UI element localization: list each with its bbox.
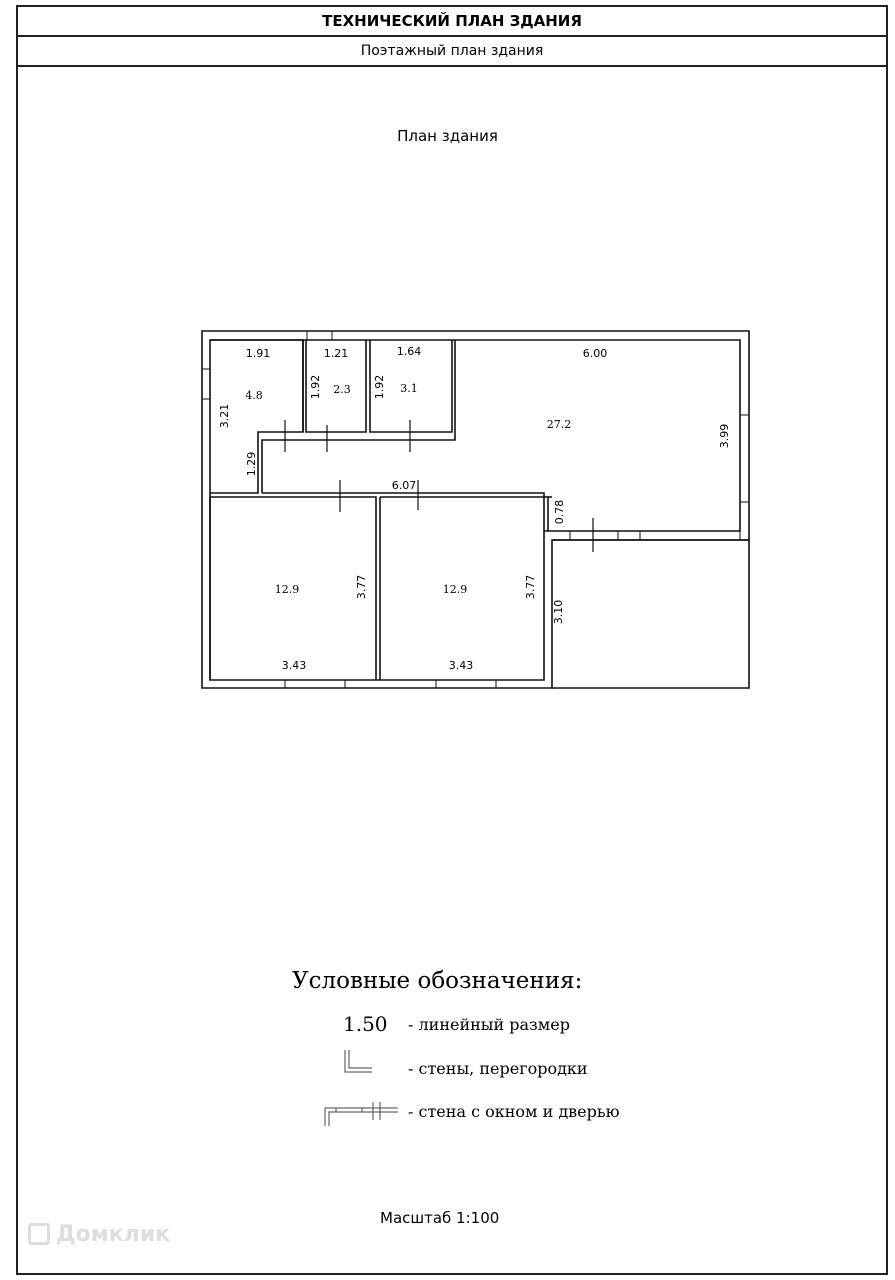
legend-window-door-symbol xyxy=(325,1102,398,1126)
dim-room5-width: 3.43 xyxy=(281,659,307,672)
dim-room4-height: 3.99 xyxy=(718,423,731,449)
house-icon xyxy=(28,1223,50,1245)
dim-room1-width: 1.91 xyxy=(245,347,271,360)
dim-room6-width: 3.43 xyxy=(448,659,474,672)
dim-terrace-depth: 3.10 xyxy=(552,599,565,625)
room2-area: 2.3 xyxy=(333,383,351,396)
legend-wall-symbol xyxy=(345,1050,372,1072)
room5-area: 12.9 xyxy=(274,583,300,596)
legend-title: Условные обозначения: xyxy=(292,968,583,994)
room4-area: 27.2 xyxy=(546,418,572,431)
room6-area: 12.9 xyxy=(442,583,468,596)
windows xyxy=(202,331,749,688)
dim-step: 0.78 xyxy=(553,499,566,525)
dim-corridor-depth: 1.29 xyxy=(245,451,258,477)
legend-item-walls: - стены, перегородки xyxy=(408,1059,588,1078)
dim-room3-height: 1.92 xyxy=(373,374,386,400)
dim-room1-height: 3.21 xyxy=(218,403,231,429)
dim-room2-height: 1.92 xyxy=(309,374,322,400)
document-subtitle: Поэтажный план здания xyxy=(18,37,886,67)
dim-room4-width: 6.00 xyxy=(582,347,608,360)
document-title: ТЕХНИЧЕСКИЙ ПЛАН ЗДАНИЯ xyxy=(18,7,886,37)
legend-item-wall-window-door: - стена с окном и дверью xyxy=(408,1102,620,1121)
dim-corridor-length: 6.07 xyxy=(391,479,417,492)
plan-caption: План здания xyxy=(397,127,498,145)
room3-area: 3.1 xyxy=(400,382,418,395)
dim-room6-height: 3.77 xyxy=(524,574,537,600)
scale-label: Масштаб 1:100 xyxy=(380,1209,500,1227)
dim-room3-width: 1.64 xyxy=(396,345,422,358)
dimension-labels xyxy=(218,345,731,672)
room1-area: 4.8 xyxy=(245,389,263,402)
watermark-text: Домклик xyxy=(56,1222,171,1247)
outer-walls xyxy=(202,331,749,688)
dim-room2-width: 1.21 xyxy=(323,347,349,360)
legend-item-linear-size: - линейный размер xyxy=(408,1015,570,1034)
watermark xyxy=(28,1222,170,1247)
dim-room5-height: 3.77 xyxy=(355,574,368,600)
legend-sample-dimension: 1.50 xyxy=(343,1012,388,1036)
